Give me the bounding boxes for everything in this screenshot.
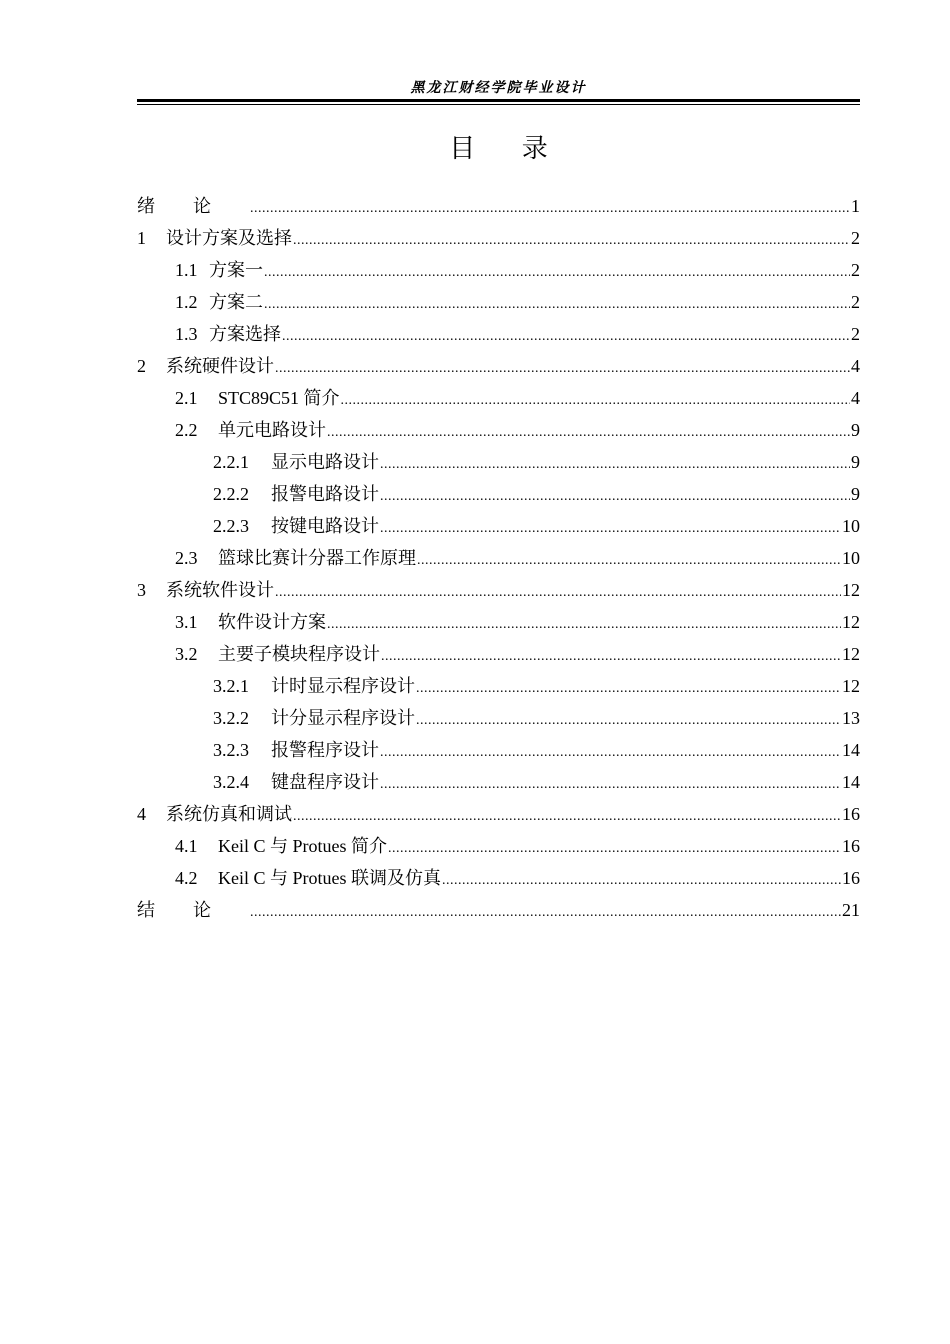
toc-leader-dots	[416, 705, 841, 737]
toc-entry[interactable]	[137, 638, 860, 670]
toc-entry-number: 3.2.1	[213, 676, 249, 696]
toc-leader-dots	[380, 513, 841, 545]
toc-entry-page: 13	[842, 708, 860, 728]
toc-entry[interactable]	[137, 670, 860, 702]
toc-entry-label: 设计方案及选择	[166, 228, 292, 248]
toc-entry-label: 按键电路设计	[271, 516, 379, 536]
toc-entry[interactable]	[137, 798, 860, 830]
toc-entry-number: 1.3	[175, 324, 198, 344]
toc-entry-page: 4	[851, 388, 860, 408]
toc-entry[interactable]	[137, 606, 860, 638]
toc-entry-page: 16	[842, 804, 860, 824]
toc-leader-dots	[380, 769, 841, 801]
toc-leader-dots	[275, 353, 850, 385]
toc-entry[interactable]	[137, 510, 860, 542]
toc-entry-page: 2	[851, 292, 860, 312]
toc-leader-dots	[250, 897, 841, 929]
toc-entry[interactable]	[137, 446, 860, 478]
toc-entry-number: 3.1	[175, 612, 198, 632]
toc-entry[interactable]	[137, 734, 860, 766]
toc-entry-label: 方案二	[209, 292, 263, 312]
toc-leader-dots	[416, 673, 841, 705]
toc-entry[interactable]	[137, 318, 860, 350]
toc-entry-page: 1	[851, 196, 860, 216]
toc-entry-page: 14	[842, 772, 860, 792]
toc-entry-number: 4.2	[175, 868, 198, 888]
toc-entry-label: 主要子模块程序设计	[218, 644, 380, 664]
toc-leader-dots	[264, 257, 850, 289]
toc-leader-dots	[341, 385, 850, 417]
toc-entry-number: 1.1	[175, 260, 198, 280]
page-title: 目 录	[449, 134, 548, 163]
toc-entry[interactable]	[137, 190, 860, 222]
table-of-contents	[137, 190, 860, 926]
toc-entry-label: 软件设计方案	[218, 612, 326, 632]
toc-entry-page: 2	[851, 324, 860, 344]
toc-leader-dots	[380, 481, 850, 513]
toc-entry-label: 结论	[137, 900, 249, 920]
toc-entry-page: 4	[851, 356, 860, 376]
toc-entry-page: 12	[842, 676, 860, 696]
toc-leader-dots	[380, 737, 841, 769]
toc-entry[interactable]	[137, 222, 860, 254]
toc-entry-number: 3.2.3	[213, 740, 249, 760]
toc-entry-number: 4	[137, 804, 146, 824]
toc-entry-page: 9	[851, 484, 860, 504]
header-rule-thin	[137, 104, 860, 105]
toc-leader-dots	[327, 609, 841, 641]
toc-entry-label: 键盘程序设计	[271, 772, 379, 792]
toc-leader-dots	[293, 225, 850, 257]
toc-entry-page: 14	[842, 740, 860, 760]
header-rule-thick	[137, 99, 860, 102]
toc-entry-label: 篮球比赛计分器工作原理	[218, 548, 416, 568]
toc-entry-number: 2.3	[175, 548, 198, 568]
running-header: 黑龙江财经学院毕业设计	[410, 81, 587, 96]
toc-entry-label: 系统仿真和调试	[166, 804, 292, 824]
toc-entry-number: 3.2	[175, 644, 198, 664]
toc-entry-label: 报警电路设计	[271, 484, 379, 504]
toc-entry-number: 1	[137, 228, 146, 248]
toc-entry[interactable]	[137, 702, 860, 734]
toc-entry-number: 2.2.2	[213, 484, 249, 504]
toc-entry-number: 2.2	[175, 420, 198, 440]
toc-entry-number: 2.2.1	[213, 452, 249, 472]
toc-entry-number: 3	[137, 580, 146, 600]
toc-leader-dots	[282, 321, 850, 353]
toc-entry-number: 4.1	[175, 836, 198, 856]
toc-entry-number: 3.2.4	[213, 772, 249, 792]
toc-entry-label: Keil C 与 Protues 简介	[218, 836, 387, 856]
toc-entry-page: 9	[851, 420, 860, 440]
toc-entry[interactable]	[137, 286, 860, 318]
toc-leader-dots	[250, 193, 850, 225]
toc-leader-dots	[275, 577, 841, 609]
toc-entry-page: 12	[842, 580, 860, 600]
toc-leader-dots	[293, 801, 841, 833]
toc-entry-label: 方案选择	[209, 324, 281, 344]
toc-entry-page: 2	[851, 260, 860, 280]
toc-entry-label: 计时显示程序设计	[271, 676, 415, 696]
toc-entry-label: 计分显示程序设计	[271, 708, 415, 728]
toc-entry[interactable]	[137, 254, 860, 286]
toc-entry-page: 21	[842, 900, 860, 920]
toc-entry-page: 16	[842, 868, 860, 888]
toc-entry-number: 1.2	[175, 292, 198, 312]
toc-entry-label: 单元电路设计	[218, 420, 326, 440]
toc-entry[interactable]	[137, 382, 860, 414]
toc-entry-number: 3.2.2	[213, 708, 249, 728]
toc-entry-page: 2	[851, 228, 860, 248]
toc-entry[interactable]	[137, 862, 860, 894]
toc-entry[interactable]	[137, 830, 860, 862]
toc-entry[interactable]	[137, 478, 860, 510]
toc-entry[interactable]	[137, 574, 860, 606]
toc-leader-dots	[388, 833, 841, 865]
toc-entry-label: 方案一	[209, 260, 263, 280]
toc-entry-label: STC89C51 简介	[218, 388, 340, 408]
toc-leader-dots	[442, 865, 841, 897]
toc-entry-page: 9	[851, 452, 860, 472]
toc-entry-number: 2.1	[175, 388, 198, 408]
toc-leader-dots	[417, 545, 841, 577]
toc-entry-number: 2	[137, 356, 146, 376]
toc-entry-label: 系统硬件设计	[166, 356, 274, 376]
toc-leader-dots	[327, 417, 850, 449]
toc-leader-dots	[264, 289, 850, 321]
toc-entry[interactable]	[137, 414, 860, 446]
toc-entry-page: 12	[842, 644, 860, 664]
toc-leader-dots	[380, 449, 850, 481]
toc-leader-dots	[381, 641, 841, 673]
toc-entry[interactable]	[137, 542, 860, 574]
toc-entry[interactable]	[137, 350, 860, 382]
toc-entry-page: 10	[842, 548, 860, 568]
toc-entry-number: 2.2.3	[213, 516, 249, 536]
toc-entry-label: 系统软件设计	[166, 580, 274, 600]
toc-entry-label: Keil C 与 Protues 联调及仿真	[218, 868, 441, 888]
toc-entry-label: 报警程序设计	[271, 740, 379, 760]
toc-entry-page: 16	[842, 836, 860, 856]
toc-entry-page: 10	[842, 516, 860, 536]
toc-entry[interactable]	[137, 766, 860, 798]
toc-entry[interactable]	[137, 894, 860, 926]
toc-entry-label: 绪论	[137, 196, 249, 216]
toc-entry-page: 12	[842, 612, 860, 632]
toc-entry-label: 显示电路设计	[271, 452, 379, 472]
